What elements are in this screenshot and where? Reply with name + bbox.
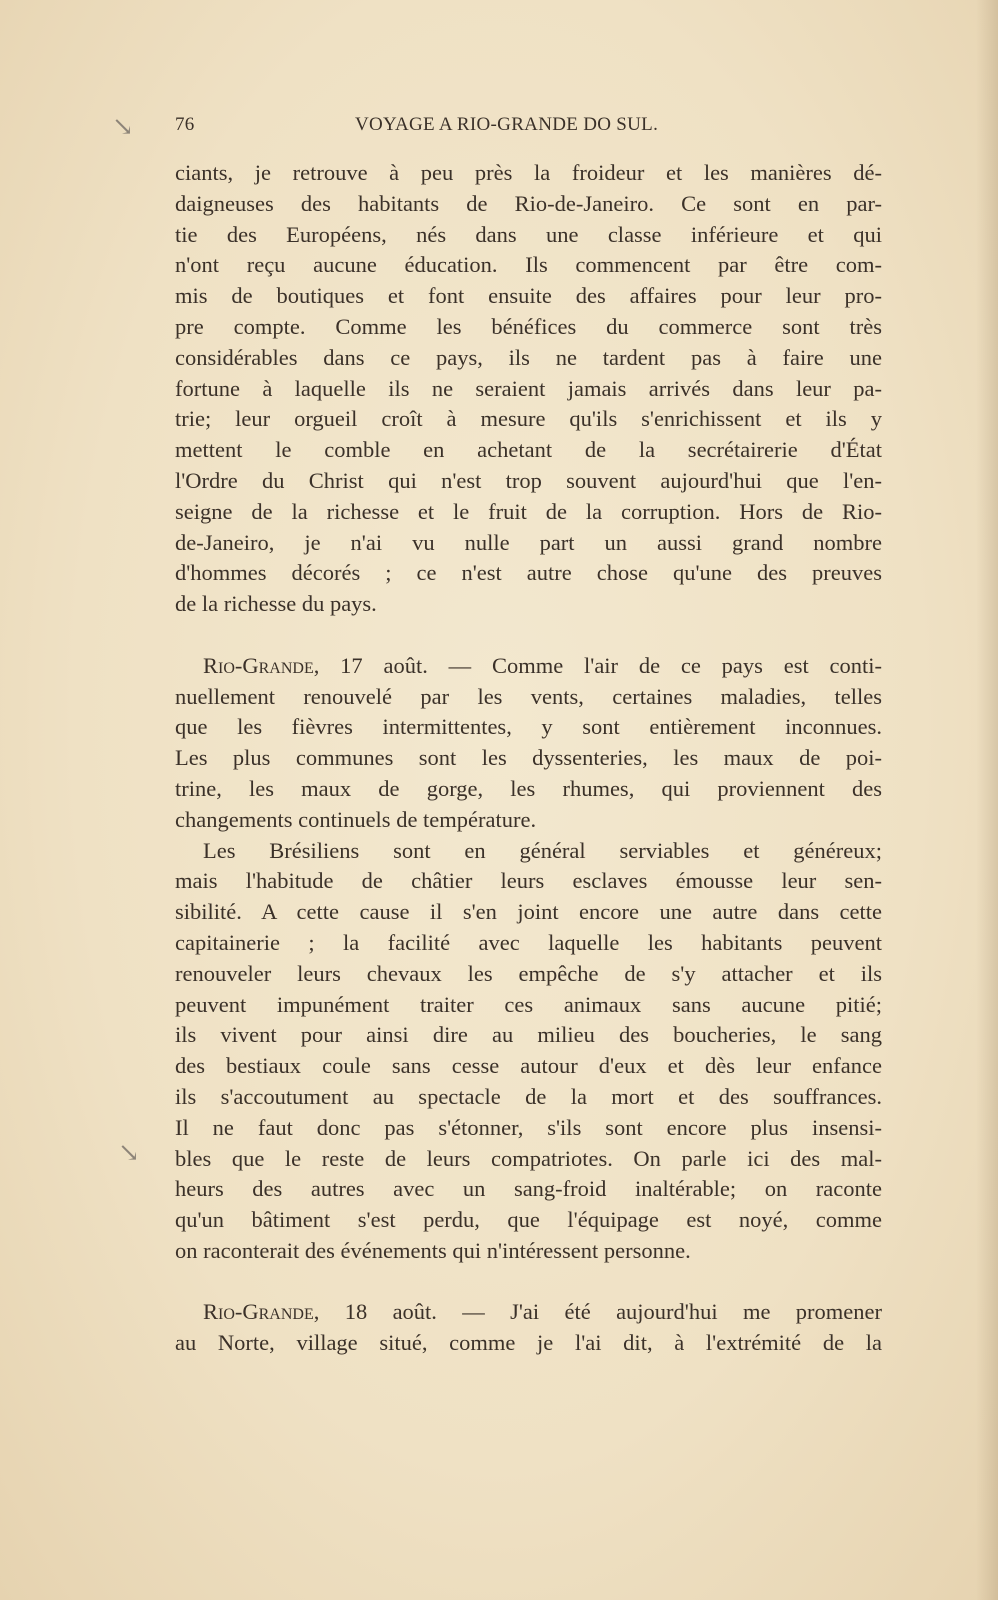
text-line: mis de boutiques et font ensuite des affaires pour leur pro- xyxy=(175,283,882,309)
dateline-place: Rio-Grande xyxy=(203,652,314,678)
text-line: on raconterait des événements qui n'intéressent personne. xyxy=(175,1237,691,1263)
pencil-arrow-mark-icon: ↘ xyxy=(118,1138,140,1167)
text-line: qu'un bâtiment s'est perdu, que l'équipage est noyé, comme xyxy=(175,1207,882,1233)
paragraph xyxy=(175,1297,882,1359)
text-line: mais l'habitude de châtier leurs esclaves émousse leur sen- xyxy=(175,868,882,894)
page-header xyxy=(175,114,695,140)
text-line: fortune à laquelle ils ne seraient jamais arrivés dans leur pa- xyxy=(175,375,882,401)
text-line: d'hommes décorés ; ce n'est autre chose qu'une des preuves xyxy=(175,560,882,586)
text-line: des bestiaux coule sans cesse autour d'eux et dès leur enfance xyxy=(175,1053,882,1079)
text-line-rest: , 18 août. — J'ai été aujourd'hui me promener xyxy=(313,1299,882,1325)
text-line xyxy=(175,651,882,682)
text-line: que les fièvres intermittentes, y sont entièrement inconnues. xyxy=(175,714,882,740)
text-line: trie; leur orgueil croît à mesure qu'ils s'enrichissent et ils y xyxy=(175,406,882,432)
text-line: considérables dans ce pays, ils ne tardent pas à faire une xyxy=(175,344,882,370)
paragraph-gap xyxy=(175,620,882,651)
text-line: au Norte, village situé, comme je l'ai dit, à l'extrémité de la xyxy=(175,1330,882,1356)
text-line: changements continuels de température. xyxy=(175,806,537,832)
page-edge-shadow xyxy=(976,0,998,1600)
text-line: bles que le reste de leurs compatriotes. On parle ici des mal- xyxy=(175,1145,882,1171)
text-line: peuvent impunément traiter ces animaux sans aucune pitié; xyxy=(175,991,882,1017)
running-title: VOYAGE A RIO-GRANDE DO SUL. xyxy=(355,114,659,135)
page-number: 76 xyxy=(175,114,195,135)
text-line: seigne de la richesse et le fruit de la corruption. Hors de Rio- xyxy=(175,498,882,524)
text-line: daigneuses des habitants de Rio-de-Janeiro. Ce sont en par- xyxy=(175,190,882,216)
text-line: ils vivent pour ainsi dire au milieu des boucheries, le sang xyxy=(175,1022,882,1048)
text-line: n'ont reçu aucune éducation. Ils commencent par être com- xyxy=(175,252,882,278)
text-line: l'Ordre du Christ qui n'est trop souvent aujourd'hui que l'en- xyxy=(175,467,882,493)
text-line-rest: , 17 août. — Comme l'air de ce pays est conti- xyxy=(313,652,882,678)
text-line: pre compte. Comme les bénéfices du commerce sont très xyxy=(175,313,882,339)
text-line: mettent le comble en achetant de la secrétairerie d'État xyxy=(175,437,882,463)
text-line: renouveler leurs chevaux les empêche de s'y attacher et ils xyxy=(175,960,882,986)
paragraph xyxy=(175,158,882,620)
text-line: ils s'accoutument au spectacle de la mort et des souffrances. xyxy=(175,1083,882,1109)
text-line: trine, les maux de gorge, les rhumes, qui proviennent des xyxy=(175,775,882,801)
text-line xyxy=(175,1297,882,1328)
paragraph xyxy=(175,836,882,1267)
pencil-arrow-mark-icon: ↘ xyxy=(112,112,134,141)
dateline-place: Rio-Grande xyxy=(203,1299,314,1325)
text-line: capitainerie ; la facilité avec laquelle les habitants peuvent xyxy=(175,929,882,955)
text-line: de la richesse du pays. xyxy=(175,591,377,617)
text-line: heurs des autres avec un sang-froid inaltérable; on raconte xyxy=(175,1176,882,1202)
body-text xyxy=(175,158,882,1359)
text-line: tie des Européens, nés dans une classe inférieure et qui xyxy=(175,221,882,247)
text-line: Les plus communes sont les dyssenteries, les maux de poi- xyxy=(175,745,882,771)
paragraph-gap xyxy=(175,1267,882,1298)
text-line: sibilité. A cette cause il s'en joint encore une autre dans cette xyxy=(175,899,882,925)
paragraph xyxy=(175,651,882,836)
text-line: Il ne faut donc pas s'étonner, s'ils sont encore plus insensi- xyxy=(175,1114,882,1140)
text-line: de-Janeiro, je n'ai vu nulle part un aussi grand nombre xyxy=(175,529,882,555)
text-line: nuellement renouvelé par les vents, certaines maladies, telles xyxy=(175,683,882,709)
text-line: ciants, je retrouve à peu près la froideur et les manières dé- xyxy=(175,160,882,185)
text-line: Les Brésiliens sont en général serviables et généreux; xyxy=(203,837,882,863)
